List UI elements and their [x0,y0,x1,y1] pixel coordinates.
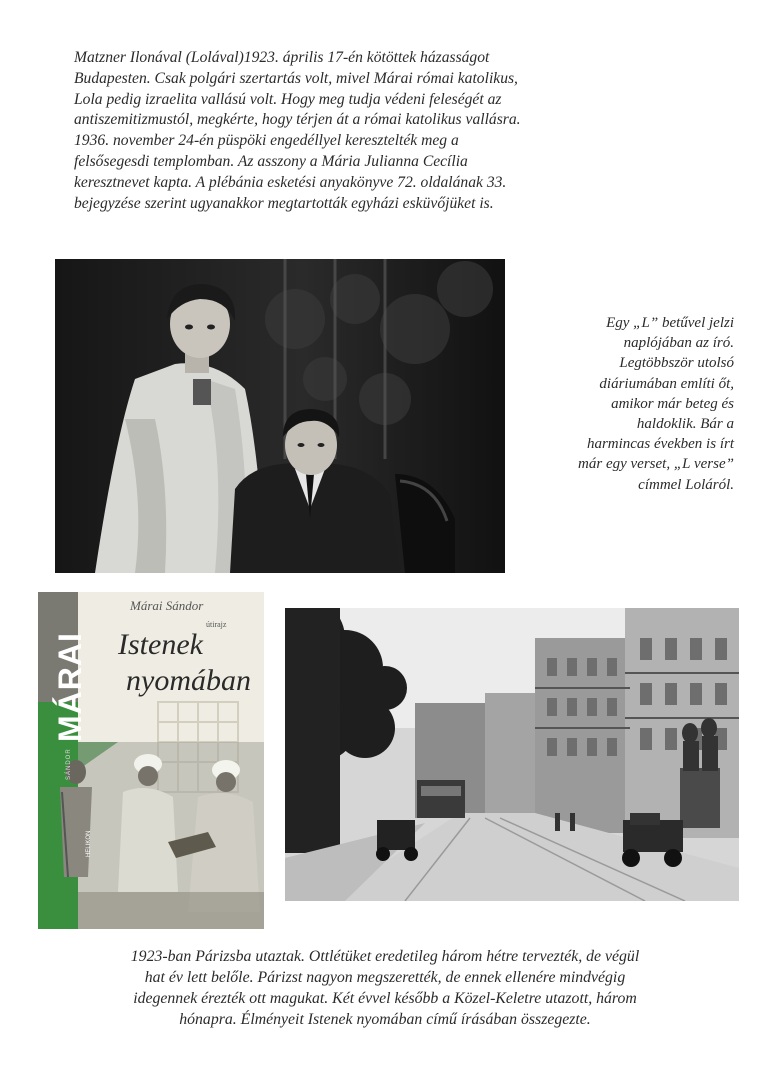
text-line: idegennek érezték ott magukat. Két évvel később a Közel-Keletre utazott, három [133,990,637,1007]
cover-spine-title: MÁRAI [52,632,88,742]
text-line: harmincas években is írt [586,436,734,453]
book-cover [38,592,264,929]
text-line: haldoklik. Bár a [636,416,734,433]
text-line: diáriumában említi őt, [599,375,734,392]
paris-paragraph [40,946,730,1030]
text-line: felsősegesdi templomban. Az asszony a Mária Julianna Cecília [74,152,468,170]
couple-photo [55,259,505,573]
intro-paragraph [74,48,674,214]
couple-photo-image [55,259,505,573]
text-line: Matzner Ilonával (Lolával)1923. április 17-én kötöttek házasságot [74,49,490,66]
text-line: címmel Loláról. [638,476,734,493]
text-line: Egy „L” betűvel jelzi [606,315,734,331]
text-line: Legtöbbször utolsó [619,355,734,372]
text-line: 1936. november 24-én püspöki engedéllyel keresztelték meg a [74,132,459,150]
text-line: Budapesten. Csak polgári szertartás volt, mivel Márai római katolikus, [74,69,518,87]
cover-small-label: útirajz [206,620,227,629]
cover-author-signature: Márai Sándor [130,598,204,613]
text-line: keresztnevet kapta. A plébánia esketési anyakönyve 72. oldalának 33. [74,173,507,191]
text-line: 1923-ban Párizsba utaztak. Ottlétüket eredetileg három hétre tervezték, de végül [130,948,640,965]
cover-title-line-1: Istenek [118,628,203,661]
paris-street-image [285,608,739,901]
text-line: amikor már beteg és [611,395,734,412]
cover-publisher: HELIKON [86,830,92,857]
text-line: hónapra. Élményeit Istenek nyomában című írásában összegezte. [179,1011,591,1028]
cover-title-line-2: nyomában [126,664,251,697]
text-line: naplójában az író. [623,335,734,352]
text-line: már egy verset, „L verse” [578,456,734,473]
text-line: antiszemitizmustól, megkérte, hogy térjen át a római katolikus vallásra. [74,111,521,129]
text-line: Lola pedig izraelita vallású volt. Hogy meg tudja védeni feleségét az [74,90,502,108]
paris-street-photo [285,608,739,901]
text-line: bejegyzése szerint ugyanakkor megtartották egyházi esküvőjüket is. [74,194,494,212]
text-line: hat év lett belőle. Párizst nagyon megszerették, de ennek ellenére mindvégig [144,969,626,986]
photo-caption [520,313,734,495]
cover-spine-subtitle: SÁNDOR [66,748,72,780]
